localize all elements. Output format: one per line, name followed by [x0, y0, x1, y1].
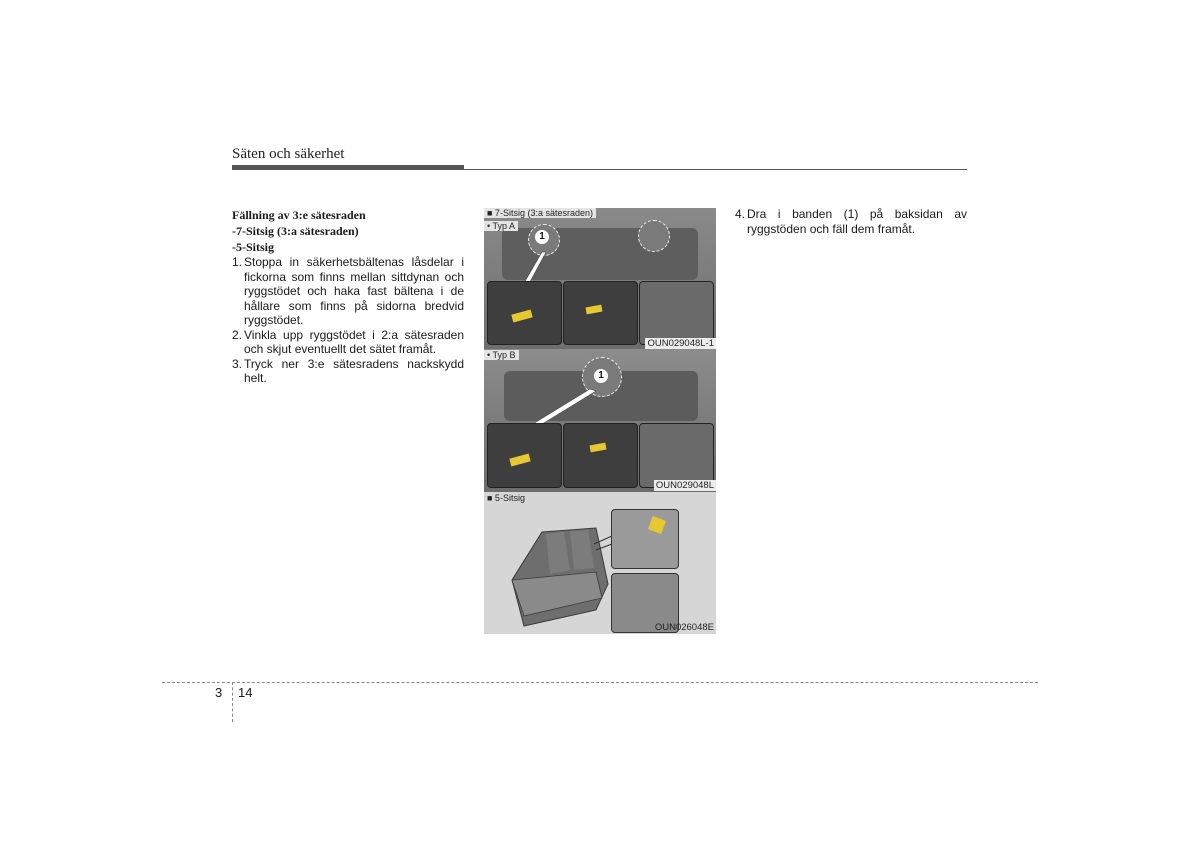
thumb-step-b	[563, 423, 638, 488]
figure-subcaption: • Typ B	[484, 350, 519, 360]
figure-caption: ■ 5-Sitsig	[487, 493, 525, 503]
step-2	[232, 328, 464, 357]
figure-code: OUN029048L	[655, 480, 714, 491]
step-text: Vinkla upp ryggstödet i 2:a sätesraden och skjut eventuellt det sätet framåt.	[244, 327, 464, 356]
arrow-icon	[509, 454, 530, 467]
step-number: 4.	[735, 207, 746, 221]
step-3	[232, 357, 464, 386]
seat-illustration	[484, 492, 716, 634]
step-text: Stoppa in säkerhetsbältenas låsdelar i fickorna som finns mellan sittdynan och ryggstödet och haka fast bältena i de hållare som finns på sidorna bredvid ryggstödet.	[244, 255, 464, 327]
header-rule-thin	[464, 169, 967, 170]
heading-5-seat: -5-Sitsig	[232, 240, 274, 254]
figure-7-seat-typ-a	[484, 208, 716, 349]
step-1	[232, 255, 464, 328]
chapter-number: 3	[215, 685, 223, 700]
arrow-icon	[511, 310, 532, 323]
callout-1: 1	[535, 230, 549, 244]
detail-latch	[611, 509, 679, 569]
page-number: 14	[238, 685, 253, 700]
figure-caption: ■ 7-Sitsig (3:a sätesraden)	[484, 208, 596, 218]
step-number: 2.	[232, 327, 243, 342]
figure-subcaption: • Typ A	[484, 221, 518, 231]
figure-7-seat-typ-b	[484, 349, 716, 492]
left-column	[232, 207, 464, 386]
thumb-step-c	[639, 281, 714, 345]
figure-5-seat	[484, 492, 716, 634]
figure-code: OUN026048E	[654, 622, 714, 633]
step-4	[735, 207, 967, 236]
step-number: 1.	[232, 255, 243, 269]
thumb-step-c	[639, 423, 714, 488]
header-rule-thick	[232, 165, 464, 170]
section-title: Säten och säkerhet	[232, 146, 345, 162]
thumb-step-b	[563, 281, 638, 345]
thumb-step-a	[487, 281, 562, 345]
arrow-icon	[590, 443, 607, 453]
step-text: Dra i banden (1) på baksidan av ryggstöden och fäll dem framåt.	[747, 207, 967, 236]
callout-1: 1	[594, 369, 608, 383]
footer-rule	[162, 682, 1038, 683]
heading-7-seat: -7-Sitsig (3:a sätesraden)	[232, 224, 359, 238]
right-column	[735, 207, 967, 236]
figure-code: OUN029048L-1	[647, 338, 714, 349]
heading-main: Fällning av 3:e sätesraden	[232, 208, 366, 222]
step-number: 3.	[232, 356, 243, 371]
arrow-icon	[586, 305, 603, 315]
arrow-icon	[648, 516, 666, 534]
step-text: Tryck ner 3:e sätesradens nackskydd helt.	[244, 356, 464, 385]
footer-divider	[232, 682, 233, 722]
thumb-step-a	[487, 423, 562, 488]
